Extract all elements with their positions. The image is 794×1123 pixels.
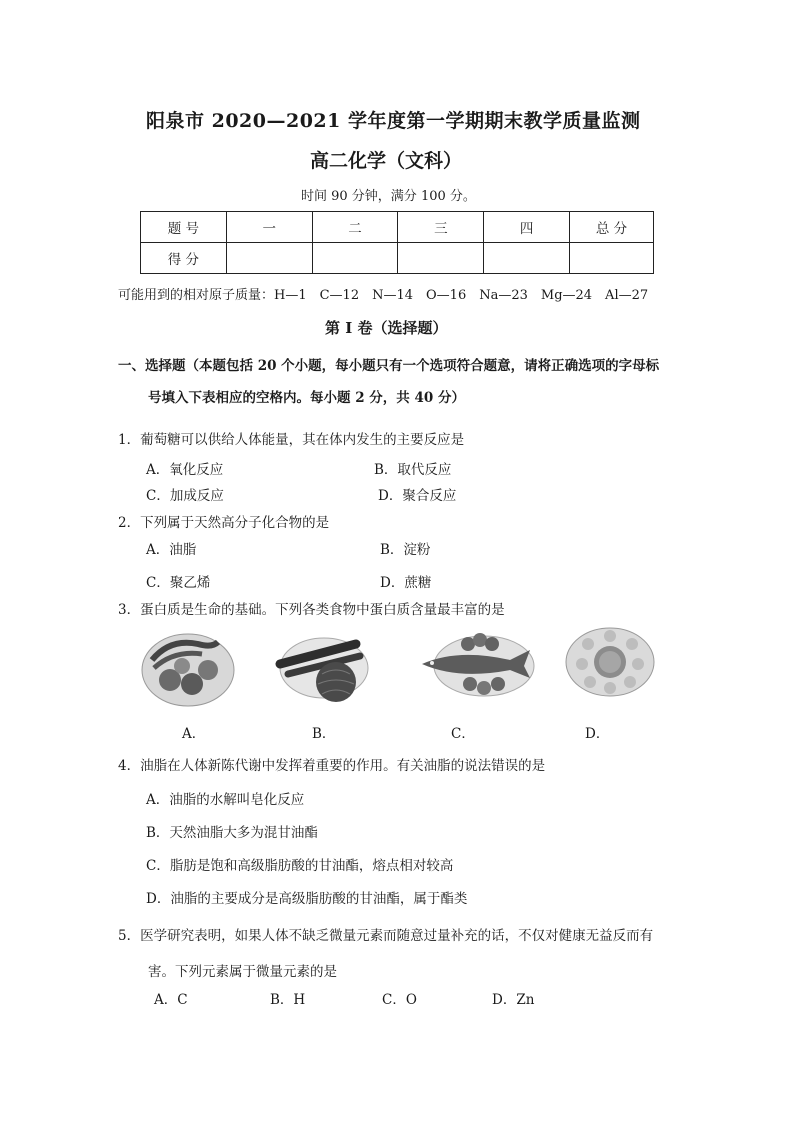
time-note: 时间 90 分钟，满分 100 分。 [301, 189, 476, 204]
question-3-option-b[interactable]: B． [312, 726, 336, 742]
question-4-stem: 4．油脂在人体新陈代谢中发挥着重要的作用。有关油脂的说法错误的是 [118, 758, 546, 774]
question-4-option-a[interactable]: A．油脂的水解叫皂化反应 [146, 792, 305, 808]
question-5-option-d[interactable]: D．Zn [492, 992, 535, 1008]
question-1-option-b[interactable]: B．取代反应 [374, 462, 452, 478]
score-cell[interactable] [312, 243, 398, 274]
question-3-option-d[interactable]: D． [585, 726, 610, 742]
section-instruction-2: 号填入下表相应的空格内。每小题 2 分，共 40 分） [148, 390, 465, 406]
score-cell[interactable] [398, 243, 484, 274]
food-plate-fish-image [418, 624, 538, 704]
question-4-option-c[interactable]: C．脂肪是饱和高级脂肪酸的甘油酯，熔点相对较高 [146, 858, 454, 874]
score-cell[interactable] [484, 243, 570, 274]
score-cell: 四 [484, 212, 570, 243]
section-title: 第 I 卷（选择题） [325, 319, 448, 337]
food-plate-cake-image [562, 622, 658, 702]
question-5-option-c[interactable]: C．O [382, 992, 417, 1008]
question-3-stem: 3．蛋白质是生命的基础。下列各类食物中蛋白质含量最丰富的是 [118, 602, 505, 618]
question-2-stem: 2．下列属于天然高分子化合物的是 [118, 515, 330, 531]
question-5-option-b[interactable]: B．H [270, 992, 306, 1008]
score-table-score-row [141, 243, 654, 274]
question-4-option-b[interactable]: B．天然油脂大多为混甘油酯 [146, 825, 318, 841]
score-cell: 二 [312, 212, 398, 243]
question-1-stem: 1．葡萄糖可以供给人体能量，其在体内发生的主要反应是 [118, 432, 465, 448]
score-cell[interactable] [226, 243, 312, 274]
section-instruction-1: 一、选择题（本题包括 20 个小题，每小题只有一个选项符合题意，请将正确选项的字母标 [118, 358, 660, 374]
question-5-stem-line-2: 害。下列元素属于微量元素的是 [148, 964, 337, 980]
score-cell: 总 分 [570, 212, 654, 243]
question-1-option-d[interactable]: D．聚合反应 [378, 488, 457, 504]
score-cell: 三 [398, 212, 484, 243]
question-2-option-d[interactable]: D．蔗糖 [380, 575, 432, 591]
question-1-option-c[interactable]: C．加成反应 [146, 488, 224, 504]
question-2-option-b[interactable]: B．淀粉 [380, 542, 431, 558]
question-1-option-a[interactable]: A．氧化反应 [146, 462, 224, 478]
question-2-option-c[interactable]: C．聚乙烯 [146, 575, 211, 591]
food-plate-vegetable-image [272, 626, 372, 708]
score-cell[interactable] [570, 243, 654, 274]
atomic-masses: 可能用到的相对原子质量：H—1 C—12 N—14 O—16 Na—23 Mg—24 Al—27 [118, 288, 649, 303]
score-table-header-row [141, 212, 654, 243]
question-2-option-a[interactable]: A．油脂 [146, 542, 197, 558]
score-cell: 题 号 [141, 212, 227, 243]
question-5-option-a[interactable]: A．C [154, 992, 188, 1008]
exam-subtitle: 高二化学（文科） [310, 150, 463, 172]
question-5-stem-line-1: 5．医学研究表明，如果人体不缺乏微量元素而随意过量补充的话，不仅对健康无益反而有 [118, 928, 654, 944]
score-cell: 一 [226, 212, 312, 243]
question-3-option-c[interactable]: C． [451, 726, 475, 742]
score-table [140, 211, 654, 274]
score-cell: 得 分 [141, 243, 227, 274]
food-plate-fruit-image [140, 622, 236, 708]
question-3-option-a[interactable]: A． [182, 726, 206, 742]
exam-title: 阳泉市 2020—2021 学年度第一学期期末教学质量监测 [146, 110, 641, 132]
question-4-option-d[interactable]: D．油脂的主要成分是高级脂肪酸的甘油酯，属于酯类 [146, 891, 468, 907]
